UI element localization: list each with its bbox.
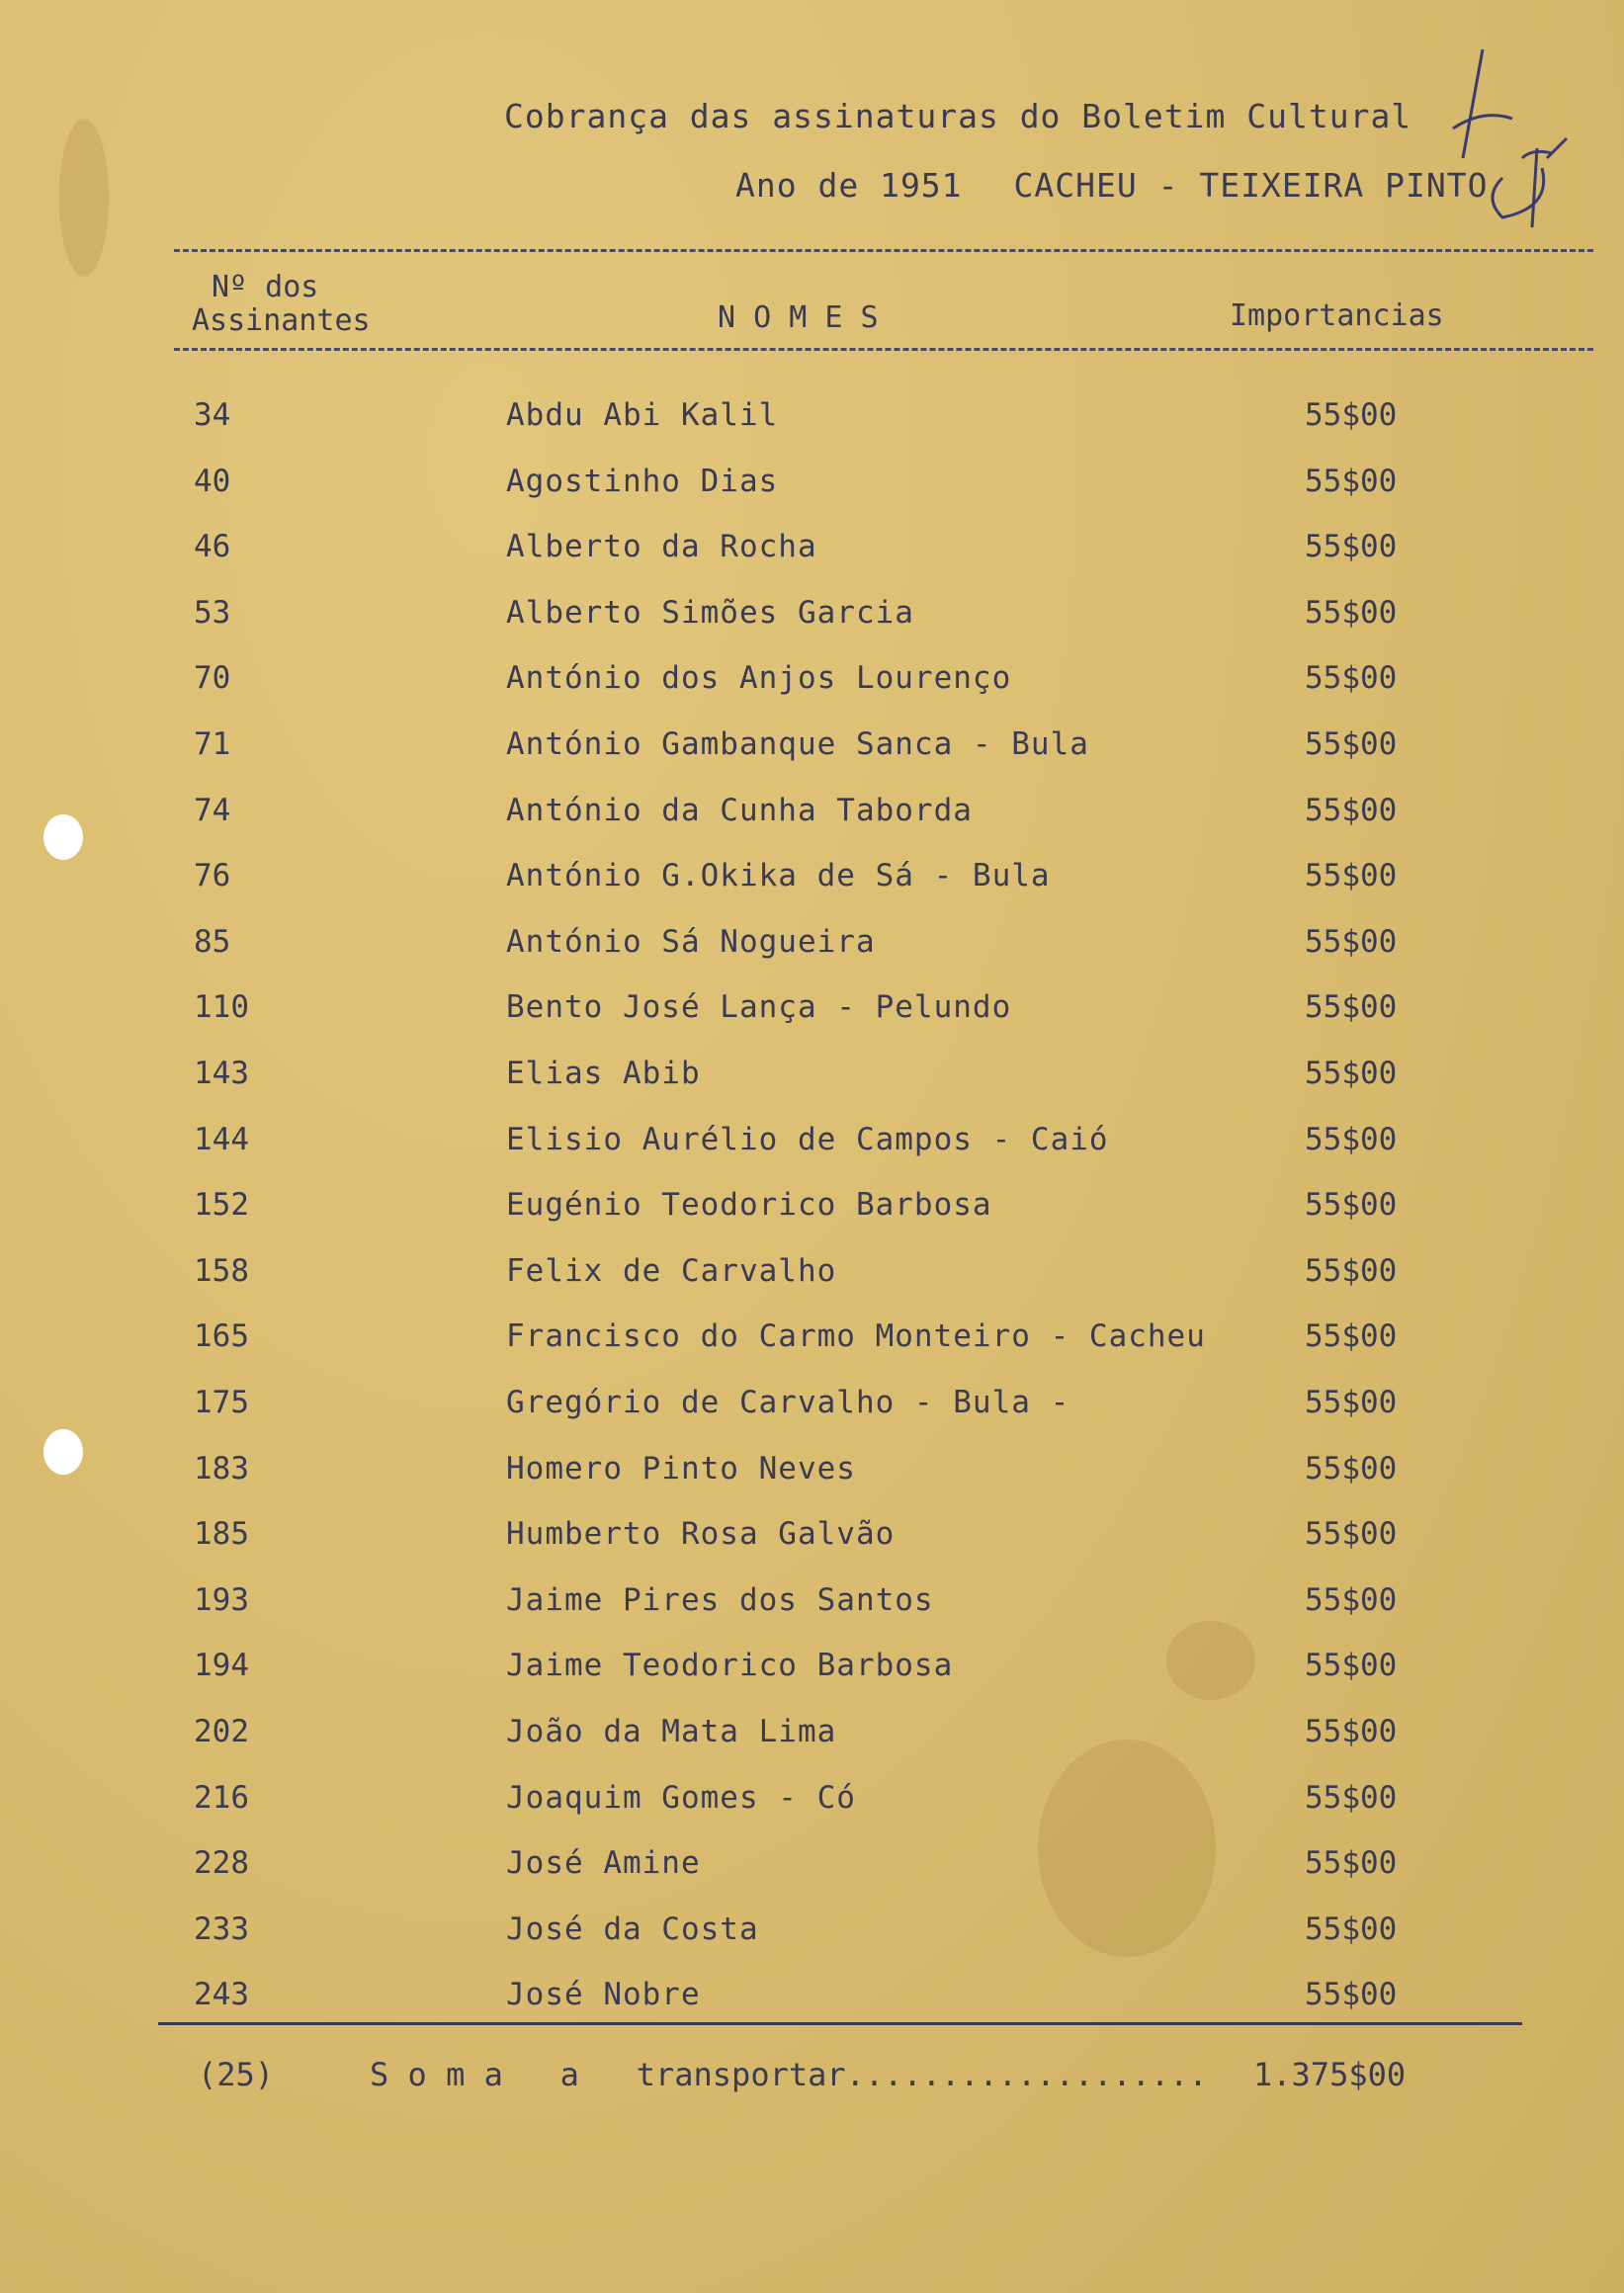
subscriber-amount: 55$00 (1305, 1252, 1398, 1289)
table-row (0, 660, 1624, 725)
table-row (0, 397, 1624, 463)
subscriber-amount: 55$00 (1305, 1845, 1398, 1882)
table-row (0, 595, 1624, 660)
subscriber-number: 70 (194, 660, 231, 697)
subscriber-amount: 55$00 (1305, 792, 1398, 828)
subscriber-name: José da Costa (506, 1911, 759, 1947)
total-amount: 1.375$00 (1253, 2056, 1407, 2093)
subscriber-number: 152 (194, 1187, 249, 1224)
table-row (0, 1122, 1624, 1187)
subscriber-name: Gregório de Carvalho - Bula - (506, 1385, 1070, 1420)
total-count: (25) (198, 2056, 275, 2093)
subscriber-number: 46 (194, 529, 231, 565)
handwritten-initials (1443, 40, 1572, 247)
subscriber-name: Bento José Lança - Pelundo (506, 989, 1012, 1026)
table-row (0, 1977, 1624, 2042)
subscriber-number: 216 (194, 1779, 249, 1816)
table-row (0, 1451, 1624, 1516)
column-header-number-line2: Assinantes (192, 303, 371, 338)
subscriber-number: 144 (194, 1121, 249, 1157)
subscriber-number: 183 (194, 1450, 249, 1486)
subscriber-number: 40 (194, 463, 231, 499)
subscriber-name: Eugénio Teodorico Barbosa (506, 1187, 992, 1224)
subscriber-name: Agostinho Dias (506, 463, 779, 499)
subscriber-name: José Nobre (506, 1977, 701, 2013)
subscriber-name: António dos Anjos Lourenço (506, 660, 1012, 697)
table-row (0, 1845, 1624, 1911)
table-row (0, 924, 1624, 989)
table-row (0, 726, 1624, 792)
subscriber-name: Francisco do Carmo Monteiro - Cacheu (506, 1318, 1206, 1355)
total-rule (158, 2022, 1522, 2025)
subscriber-name: Felix de Carvalho (506, 1252, 837, 1289)
table-row (0, 1318, 1624, 1384)
table-row (0, 1056, 1624, 1121)
column-header-number (192, 271, 371, 338)
subscriber-amount: 55$00 (1305, 1714, 1398, 1749)
subscriber-amount: 55$00 (1305, 1648, 1398, 1684)
subscriber-number: 175 (194, 1385, 249, 1420)
subscriber-amount: 55$00 (1305, 858, 1398, 894)
subscriber-number: 74 (194, 792, 231, 828)
subscriber-amount: 55$00 (1305, 397, 1398, 433)
table-row (0, 529, 1624, 594)
subscriber-number: 85 (194, 923, 231, 960)
subscriber-name: Joaquim Gomes - Có (506, 1779, 856, 1816)
table-row (0, 858, 1624, 923)
table-row (0, 1714, 1624, 1779)
subscriber-name: Homero Pinto Neves (506, 1450, 856, 1486)
subscriber-number: 53 (194, 594, 231, 631)
subscriber-amount: 55$00 (1305, 1187, 1398, 1224)
subscriber-amount: 55$00 (1305, 1056, 1398, 1091)
subscriber-name: Abdu Abi Kalil (506, 397, 779, 433)
table-row (0, 464, 1624, 529)
divider (174, 249, 1593, 252)
subscriber-amount: 55$00 (1305, 594, 1398, 631)
table-row (0, 1385, 1624, 1450)
subscriber-number: 228 (194, 1845, 249, 1882)
subscriber-number: 185 (194, 1516, 249, 1553)
subscriber-amount: 55$00 (1305, 1516, 1398, 1553)
page-subtitle (735, 166, 1540, 205)
subscriber-amount: 55$00 (1305, 1385, 1398, 1420)
subscriber-amount: 55$00 (1305, 529, 1398, 565)
subscriber-name: Jaime Teodorico Barbosa (506, 1648, 954, 1684)
table-row (0, 1911, 1624, 1977)
subscriber-number: 71 (194, 726, 231, 762)
table-row (0, 1648, 1624, 1713)
subscriber-number: 143 (194, 1056, 249, 1091)
subscriber-number: 110 (194, 989, 249, 1026)
subscriber-name: Alberto da Rocha (506, 529, 817, 565)
subscriber-number: 194 (194, 1648, 249, 1684)
subscriber-amount: 55$00 (1305, 463, 1398, 499)
subscriber-amount: 55$00 (1305, 923, 1398, 960)
subscriber-name: António da Cunha Taborda (506, 792, 973, 828)
subscriber-amount: 55$00 (1305, 1121, 1398, 1157)
paper-stain (59, 119, 109, 277)
year-label: Ano de 1951 (735, 166, 963, 205)
location-label: CACHEU - TEIXEIRA PINTO (1013, 166, 1489, 205)
table-row (0, 793, 1624, 858)
column-header-number-line1: Nº dos (212, 270, 319, 304)
subscriber-number: 202 (194, 1714, 249, 1749)
divider (174, 348, 1593, 351)
table-row (0, 1187, 1624, 1252)
table-row (0, 1253, 1624, 1318)
subscriber-name: Humberto Rosa Galvão (506, 1516, 896, 1553)
subscriber-amount: 55$00 (1305, 1977, 1398, 2013)
subscriber-name: António G.Okika de Sá - Bula (506, 858, 1051, 894)
page-title: Cobrança das assinaturas do Boletim Cultural (504, 97, 1412, 135)
subscriber-number: 158 (194, 1252, 249, 1289)
subscriber-name: Alberto Simões Garcia (506, 594, 914, 631)
subscriber-amount: 55$00 (1305, 1581, 1398, 1618)
subscriber-amount: 55$00 (1305, 1318, 1398, 1355)
column-header-amounts: Importancias (1230, 298, 1444, 333)
subscriber-amount: 55$00 (1305, 660, 1398, 697)
table-row (0, 1780, 1624, 1845)
subscriber-amount: 55$00 (1305, 989, 1398, 1026)
subscriber-amount: 55$00 (1305, 1450, 1398, 1486)
subscriber-number: 243 (194, 1977, 249, 2013)
subscriber-name: António Sá Nogueira (506, 923, 876, 960)
table-row (0, 1516, 1624, 1581)
column-header-names: N O M E S (718, 300, 879, 335)
subscriber-name: João da Mata Lima (506, 1714, 837, 1749)
subscriber-amount: 55$00 (1305, 726, 1398, 762)
subscriber-number: 233 (194, 1911, 249, 1947)
total-label: S o m a a transportar................... (370, 2056, 1208, 2093)
subscriber-amount: 55$00 (1305, 1911, 1398, 1947)
subscriber-name: Elisio Aurélio de Campos - Caió (506, 1121, 1109, 1157)
subscriber-name: Jaime Pires dos Santos (506, 1581, 934, 1618)
subscriber-number: 76 (194, 858, 231, 894)
subscriber-name: António Gambanque Sanca - Bula (506, 726, 1089, 762)
subscriber-number: 34 (194, 397, 231, 433)
subscriber-amount: 55$00 (1305, 1779, 1398, 1816)
subscriber-name: Elias Abib (506, 1056, 701, 1091)
table-row (0, 1582, 1624, 1648)
subscriber-name: José Amine (506, 1845, 701, 1882)
table-row (0, 989, 1624, 1055)
subscriber-number: 193 (194, 1581, 249, 1618)
subscriber-number: 165 (194, 1318, 249, 1355)
